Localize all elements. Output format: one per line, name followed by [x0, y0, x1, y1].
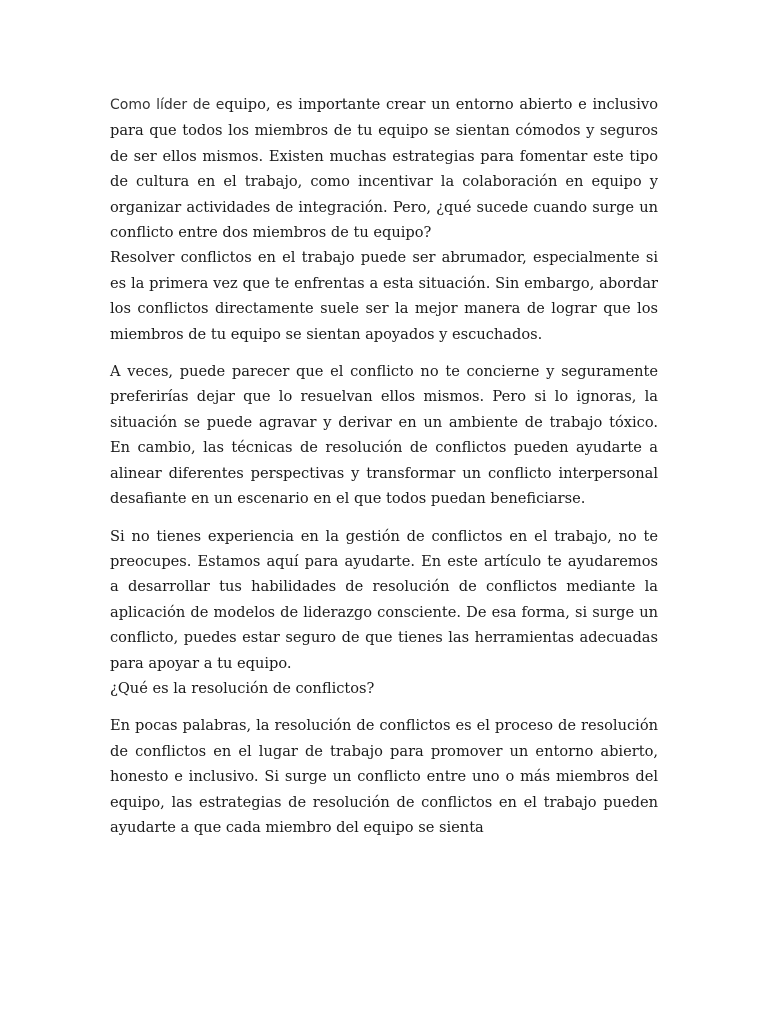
document-page	[110, 92, 658, 840]
intro-lead-connector: e	[210, 97, 225, 113]
paragraph-definicion: En pocas palabras, la resolución de conflictos es el proceso de resolución de conflictos en el lugar de trabajo para promover un entorno abierto, honesto e inclusivo. Si surge un conflicto entre uno o más miembros del equipo, las estrategias de resolución de conflictos en el trabajo pueden ayudarte a que cada miembro del equipo se sienta	[110, 717, 658, 836]
section-heading: ¿Qué es la resolución de conflictos?	[110, 679, 375, 697]
paragraph-a-veces: A veces, puede parecer que el conflicto no te concierne y seguramente preferirías dejar que lo resuelvan ellos mismos. Pero si lo ignoras, la situación se puede agravar y derivar en un ambiente de trabajo tóxico. En cambio, las técnicas de resolución de conflictos pueden ayudarte a alinear diferentes perspectivas y transformar un conflicto interpersonal desafiante en un escenario en el que todos puedan beneficiarse.	[110, 363, 658, 508]
intro-lead-text: Como líder de	[110, 97, 211, 113]
paragraph-resolver: Resolver conflictos en el trabajo puede ser abrumador, especialmente si es la primera vez que te enfrentas a esta situación. Sin embargo, abordar los conflictos directamente suele ser la mejor manera de lograr que los miembros de tu equipo se sientan apoyados y escuchados.	[110, 249, 658, 343]
intro-paragraph	[110, 92, 658, 245]
paragraph-experiencia: Si no tienes experiencia en la gestión de conflictos en el trabajo, no te preocupes. Estamos aquí para ayudarte. En este artículo te ayudaremos a desarrollar tus habilidades de resolución de conflictos mediante la aplicación de modelos de liderazgo consciente. De esa forma, si surge un conflicto, puedes estar seguro de que tienes las herramientas adecuadas para apoyar a tu equipo.	[110, 527, 658, 672]
intro-body-text: , es importante crear un entorno abierto e inclusivo para que todos los miembros de tu equipo se sientan cómodos y seguros de ser ellos mismos. Existen muchas estrategias para fomentar este tipo de cultura en el trabajo, como incentivar la colaboración en equipo y organizar actividades de integración. Pero, ¿qué sucede cuando surge un conflicto entre dos miembros de tu equipo?	[110, 96, 658, 242]
intro-lead-word: quipo	[224, 96, 266, 113]
